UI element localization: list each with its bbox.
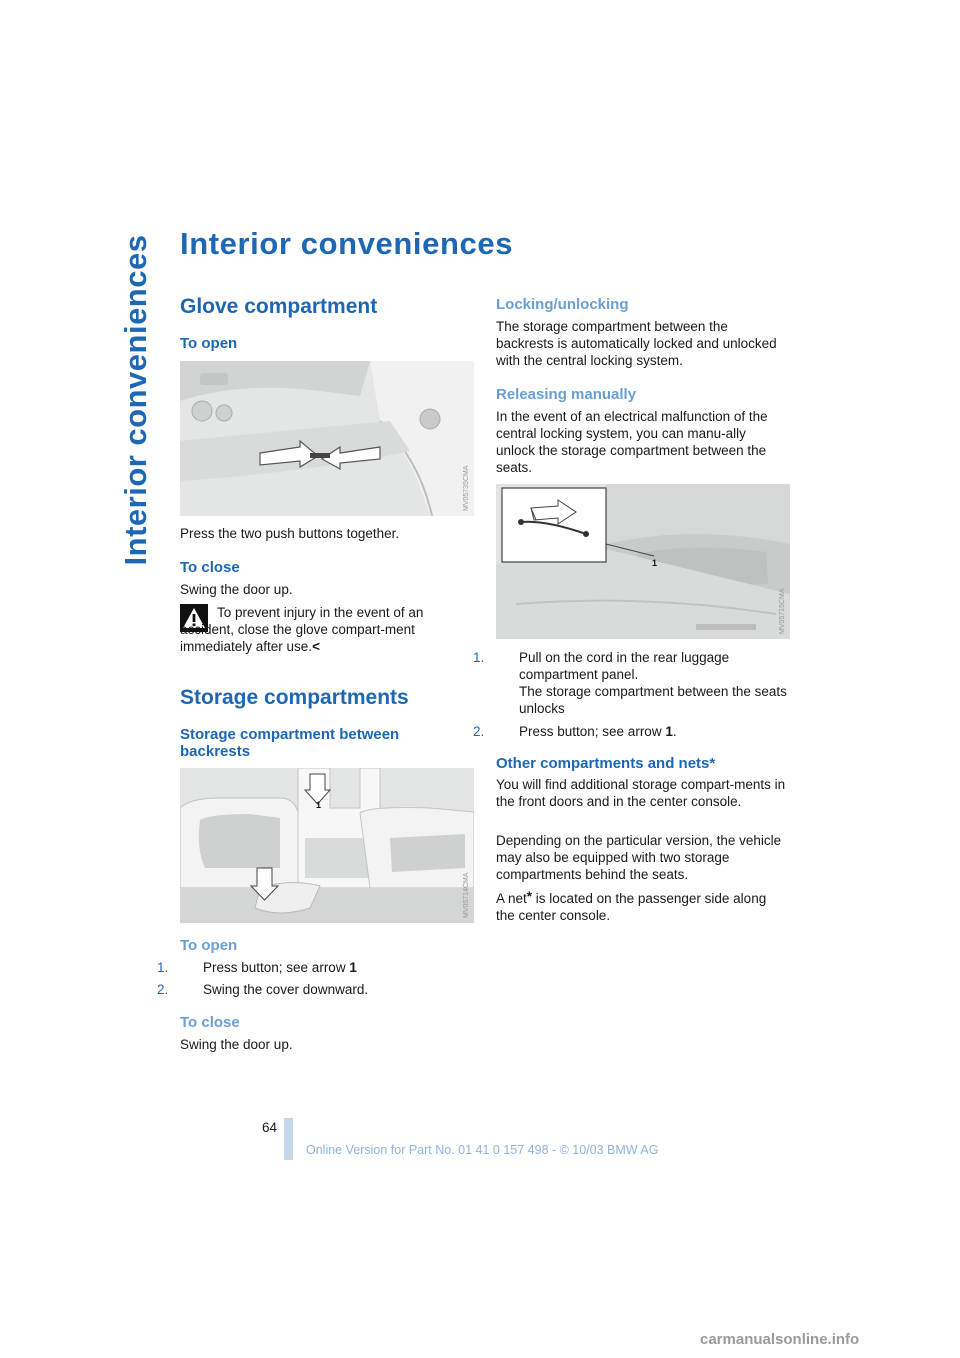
glove-close-instruction: Swing the door up. (180, 582, 293, 597)
glove-open-instruction: Press the two push buttons together. (180, 526, 400, 541)
releasing-manually-illustration (496, 484, 790, 639)
releasing-manually-text: In the event of an electrical malfunction of the central locking system, you can manu-ally unlock the storage compartment between the seats. (496, 409, 768, 475)
step-text: Press button; see arrow (203, 960, 350, 975)
storage-open-step-1 (157, 959, 493, 976)
glove-compartment-illustration (180, 361, 474, 516)
other-compartments-p1: You will find additional storage compart-ments in the front doors and in the center console. (496, 777, 786, 809)
glove-warning-text (180, 604, 458, 655)
releasing-step-2 (473, 723, 811, 740)
locking-unlocking-text: The storage compartment between the backrests is automatically locked and unlocked with the central locking system. (496, 319, 777, 368)
step-text: Pull on the cord in the rear luggage compartment panel. (519, 650, 730, 682)
storage-compartments-heading: Storage compartments (180, 686, 409, 709)
other-compartments-p3 (496, 888, 788, 924)
storage-figure-code: MV05714CMA (463, 872, 470, 918)
storage-close-instruction: Swing the door up. (180, 1037, 293, 1052)
step-arrow-ref: 1 (349, 960, 357, 975)
glove-to-close-heading: To close (180, 559, 240, 576)
storage-backrests-figure (180, 768, 474, 923)
side-chapter-title (112, 230, 160, 570)
warning-end-mark: < (312, 639, 320, 654)
other-compartments-heading: Other compartments and nets* (496, 755, 716, 772)
watermark: carmanualsonline.info (700, 1331, 860, 1348)
step-number: 2. (473, 724, 485, 739)
releasing-manually-heading: Releasing manually (496, 386, 637, 403)
glove-to-open-heading: To open (180, 335, 238, 352)
footer-accent-bar (284, 1118, 293, 1160)
step-end: . (672, 724, 677, 739)
step-number: 1. (473, 650, 485, 665)
step-text: Press button; see arrow (519, 724, 666, 739)
warning-body: To prevent injury in the event of an accident, close the glove compart-ment immediately after use. (180, 605, 424, 654)
step-number: 2. (157, 982, 169, 997)
optional-equipment-star: * (526, 889, 533, 904)
net-text-a: A net (496, 891, 527, 906)
step-number: 1. (157, 960, 169, 975)
side-chapter-title-text: Interior conveniences (118, 234, 153, 566)
storage-to-open-heading: To open (180, 937, 238, 954)
glove-compartment-figure (180, 361, 474, 516)
footer-text: Online Version for Part No. 01 41 0 157 498 - © 10/03 BMW AG (306, 1143, 659, 1157)
net-text-b: is located on the passenger side along the center console. (496, 891, 767, 923)
releasing-step-1 (473, 649, 811, 683)
page-title: Interior conveniences (180, 226, 514, 261)
svg-text:1: 1 (652, 558, 658, 568)
other-compartments-p2: Depending on the particular version, the vehicle may also be equipped with two storage compartments behind the seats. (496, 833, 782, 882)
storage-between-backrests-heading: Storage compartment between backrests (180, 726, 400, 760)
page-number: 64 (262, 1120, 278, 1135)
releasing-step-1-result: The storage compartment between the seats unlocks (519, 684, 787, 716)
storage-open-step-2 (157, 981, 493, 998)
step-arrow-ref: 1 (665, 724, 673, 739)
glove-figure-code: MV05735CMA (463, 465, 470, 511)
storage-to-close-heading: To close (180, 1014, 240, 1031)
releasing-figure-code: MV05715CMA (779, 588, 786, 634)
glove-compartment-heading: Glove compartment (180, 295, 378, 318)
releasing-manually-figure (496, 484, 790, 639)
svg-text:1: 1 (316, 800, 322, 810)
locking-unlocking-heading: Locking/unlocking (496, 296, 629, 313)
storage-backrests-illustration (180, 768, 474, 923)
step-text: Swing the cover downward. (203, 982, 369, 997)
